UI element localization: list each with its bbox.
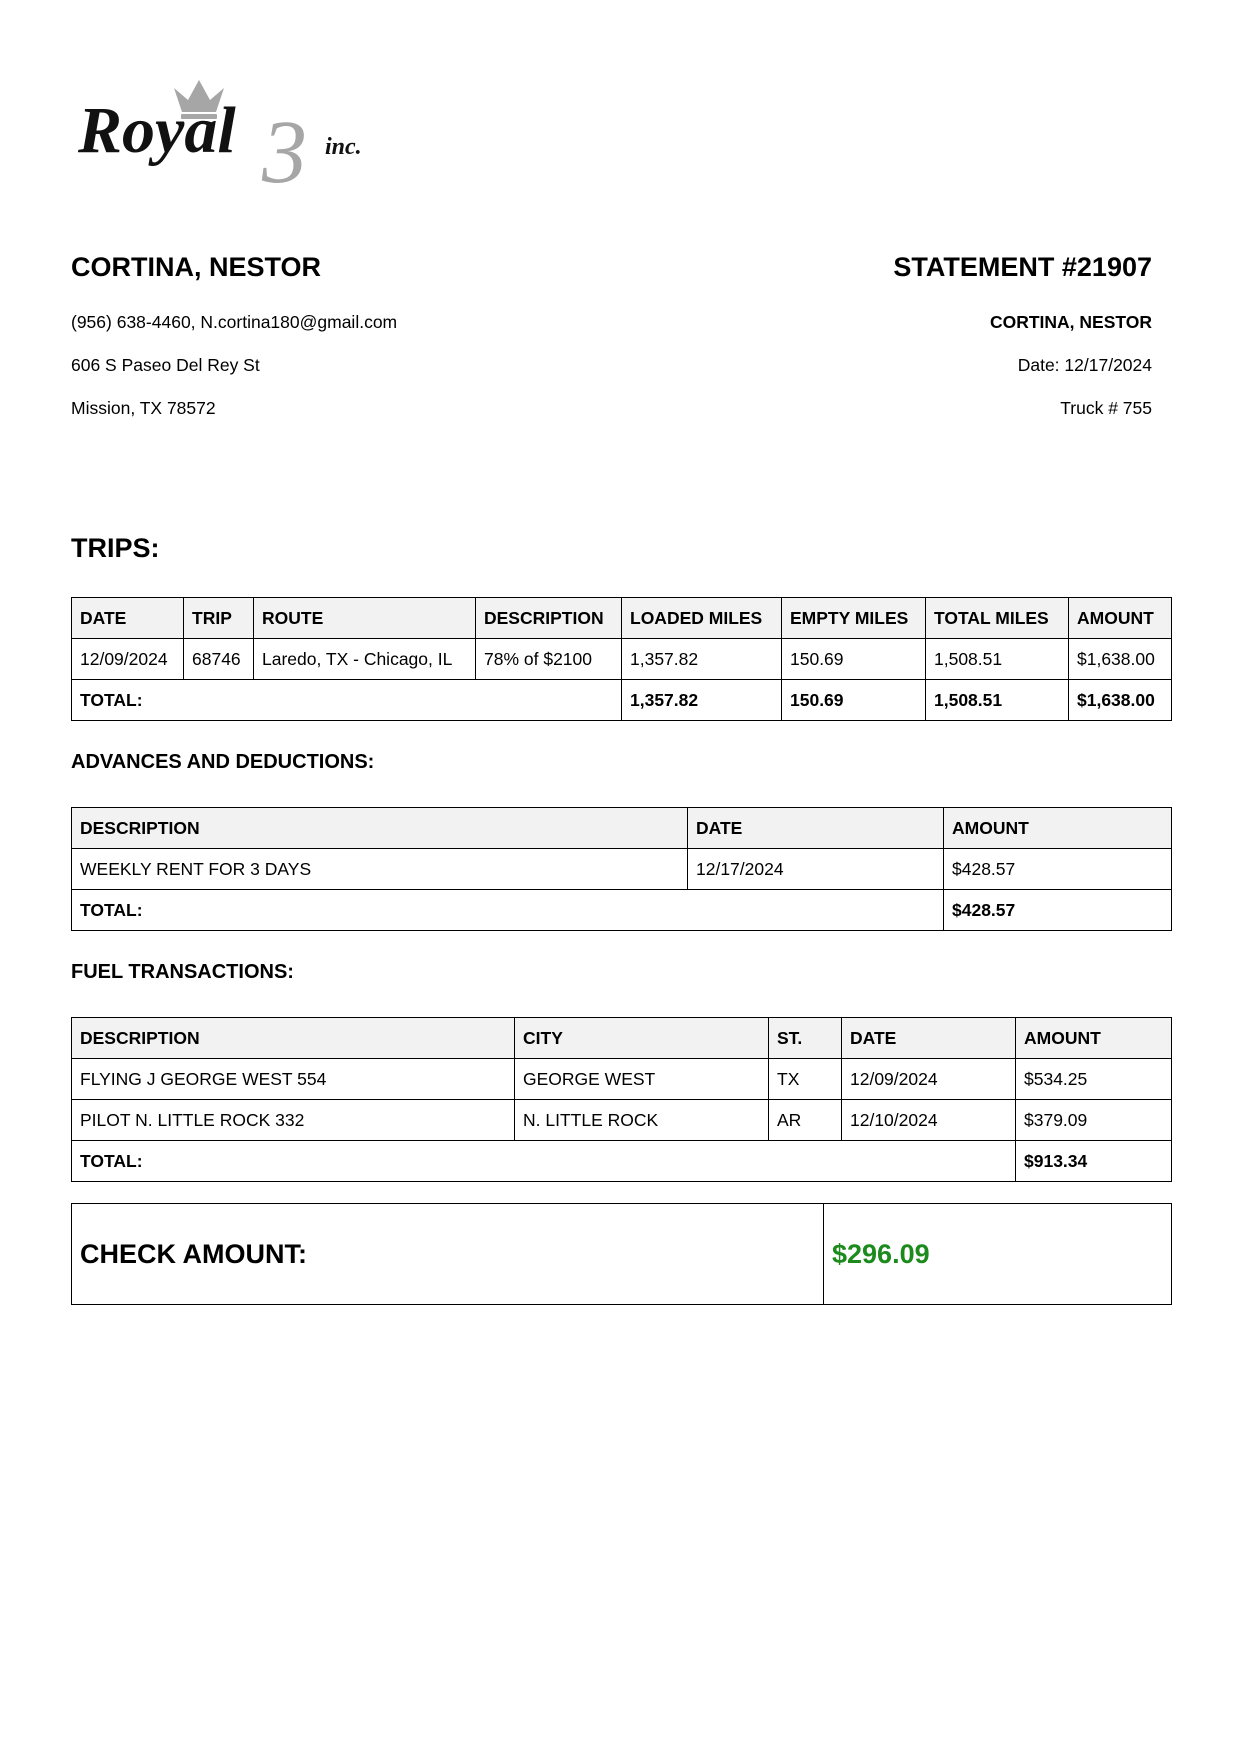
logo-numeral: 3	[262, 103, 307, 190]
table-row	[72, 639, 1172, 680]
col-header-date: DATE	[72, 598, 184, 639]
col-header-loaded-miles: LOADED MILES	[622, 598, 782, 639]
col-header-city: CITY	[515, 1018, 769, 1059]
table-row	[72, 1059, 1172, 1100]
col-header-trip: TRIP	[184, 598, 254, 639]
total-label: TOTAL:	[72, 890, 944, 931]
table-header-row	[72, 598, 1172, 639]
driver-name: CORTINA, NESTOR	[71, 252, 322, 282]
driver-address-line2: Mission, TX 78572	[71, 398, 216, 418]
col-header-route: ROUTE	[254, 598, 476, 639]
fuel-date: 12/10/2024	[842, 1100, 1016, 1141]
deduction-date: 12/17/2024	[688, 849, 944, 890]
col-header-total-miles: TOTAL MILES	[926, 598, 1069, 639]
logo-wordmark: Royal	[78, 94, 236, 167]
statement-name: CORTINA, NESTOR	[989, 312, 1152, 332]
col-header-description: DESCRIPTION	[476, 598, 622, 639]
trip-empty-miles: 150.69	[782, 639, 926, 680]
total-total-miles: 1,508.51	[926, 680, 1069, 721]
total-amount: $428.57	[944, 890, 1172, 931]
deduction-amount: $428.57	[944, 849, 1172, 890]
fuel-city: GEORGE WEST	[515, 1059, 769, 1100]
fuel-table	[71, 1017, 1172, 1182]
fuel-title: FUEL TRANSACTIONS:	[71, 961, 294, 983]
statement-date: Date: 12/17/2024	[1017, 355, 1152, 375]
deductions-title: ADVANCES AND DEDUCTIONS:	[71, 751, 375, 773]
col-header-amount: AMOUNT	[1016, 1018, 1172, 1059]
total-empty-miles: 150.69	[782, 680, 926, 721]
col-header-amount: AMOUNT	[944, 808, 1172, 849]
col-header-state: ST.	[769, 1018, 842, 1059]
logo-suffix: inc.	[325, 134, 362, 160]
total-loaded-miles: 1,357.82	[622, 680, 782, 721]
fuel-description: PILOT N. LITTLE ROCK 332	[72, 1100, 515, 1141]
col-header-description: DESCRIPTION	[72, 1018, 515, 1059]
statement-title: STATEMENT #21907	[893, 252, 1152, 282]
table-header-row	[72, 808, 1172, 849]
fuel-amount: $379.09	[1016, 1100, 1172, 1141]
total-amount: $913.34	[1016, 1141, 1172, 1182]
driver-address-line1: 606 S Paseo Del Rey St	[71, 355, 260, 375]
trip-total-miles: 1,508.51	[926, 639, 1069, 680]
trip-route: Laredo, TX - Chicago, IL	[254, 639, 476, 680]
col-header-description: DESCRIPTION	[72, 808, 688, 849]
deduction-description: WEEKLY RENT FOR 3 DAYS	[72, 849, 688, 890]
driver-contact: (956) 638-4460, N.cortina180@gmail.com	[71, 312, 398, 332]
check-table	[71, 1203, 1172, 1305]
deductions-table	[71, 807, 1172, 931]
total-label: TOTAL:	[72, 680, 622, 721]
trip-amount: $1,638.00	[1069, 639, 1172, 680]
fuel-city: N. LITTLE ROCK	[515, 1100, 769, 1141]
check-row	[72, 1204, 1172, 1305]
table-header-row	[72, 1018, 1172, 1059]
col-header-date: DATE	[688, 808, 944, 849]
table-row	[72, 849, 1172, 890]
fuel-description: FLYING J GEORGE WEST 554	[72, 1059, 515, 1100]
trips-table	[71, 597, 1172, 721]
col-header-empty-miles: EMPTY MILES	[782, 598, 926, 639]
fuel-amount: $534.25	[1016, 1059, 1172, 1100]
check-amount-value: $296.09	[824, 1204, 1172, 1305]
statement-truck: Truck # 755	[1060, 398, 1152, 418]
fuel-date: 12/09/2024	[842, 1059, 1016, 1100]
total-row	[72, 1141, 1172, 1182]
total-amount: $1,638.00	[1069, 680, 1172, 721]
table-row	[72, 1100, 1172, 1141]
total-row	[72, 890, 1172, 931]
trip-number: 68746	[184, 639, 254, 680]
total-label: TOTAL:	[72, 1141, 1016, 1182]
fuel-state: AR	[769, 1100, 842, 1141]
check-amount-label: CHECK AMOUNT:	[72, 1204, 824, 1305]
col-header-amount: AMOUNT	[1069, 598, 1172, 639]
trip-date: 12/09/2024	[72, 639, 184, 680]
col-header-date: DATE	[842, 1018, 1016, 1059]
trips-title: TRIPS:	[71, 533, 160, 563]
trip-loaded-miles: 1,357.82	[622, 639, 782, 680]
total-row	[72, 680, 1172, 721]
company-logo	[78, 80, 388, 190]
fuel-state: TX	[769, 1059, 842, 1100]
trip-description: 78% of $2100	[476, 639, 622, 680]
